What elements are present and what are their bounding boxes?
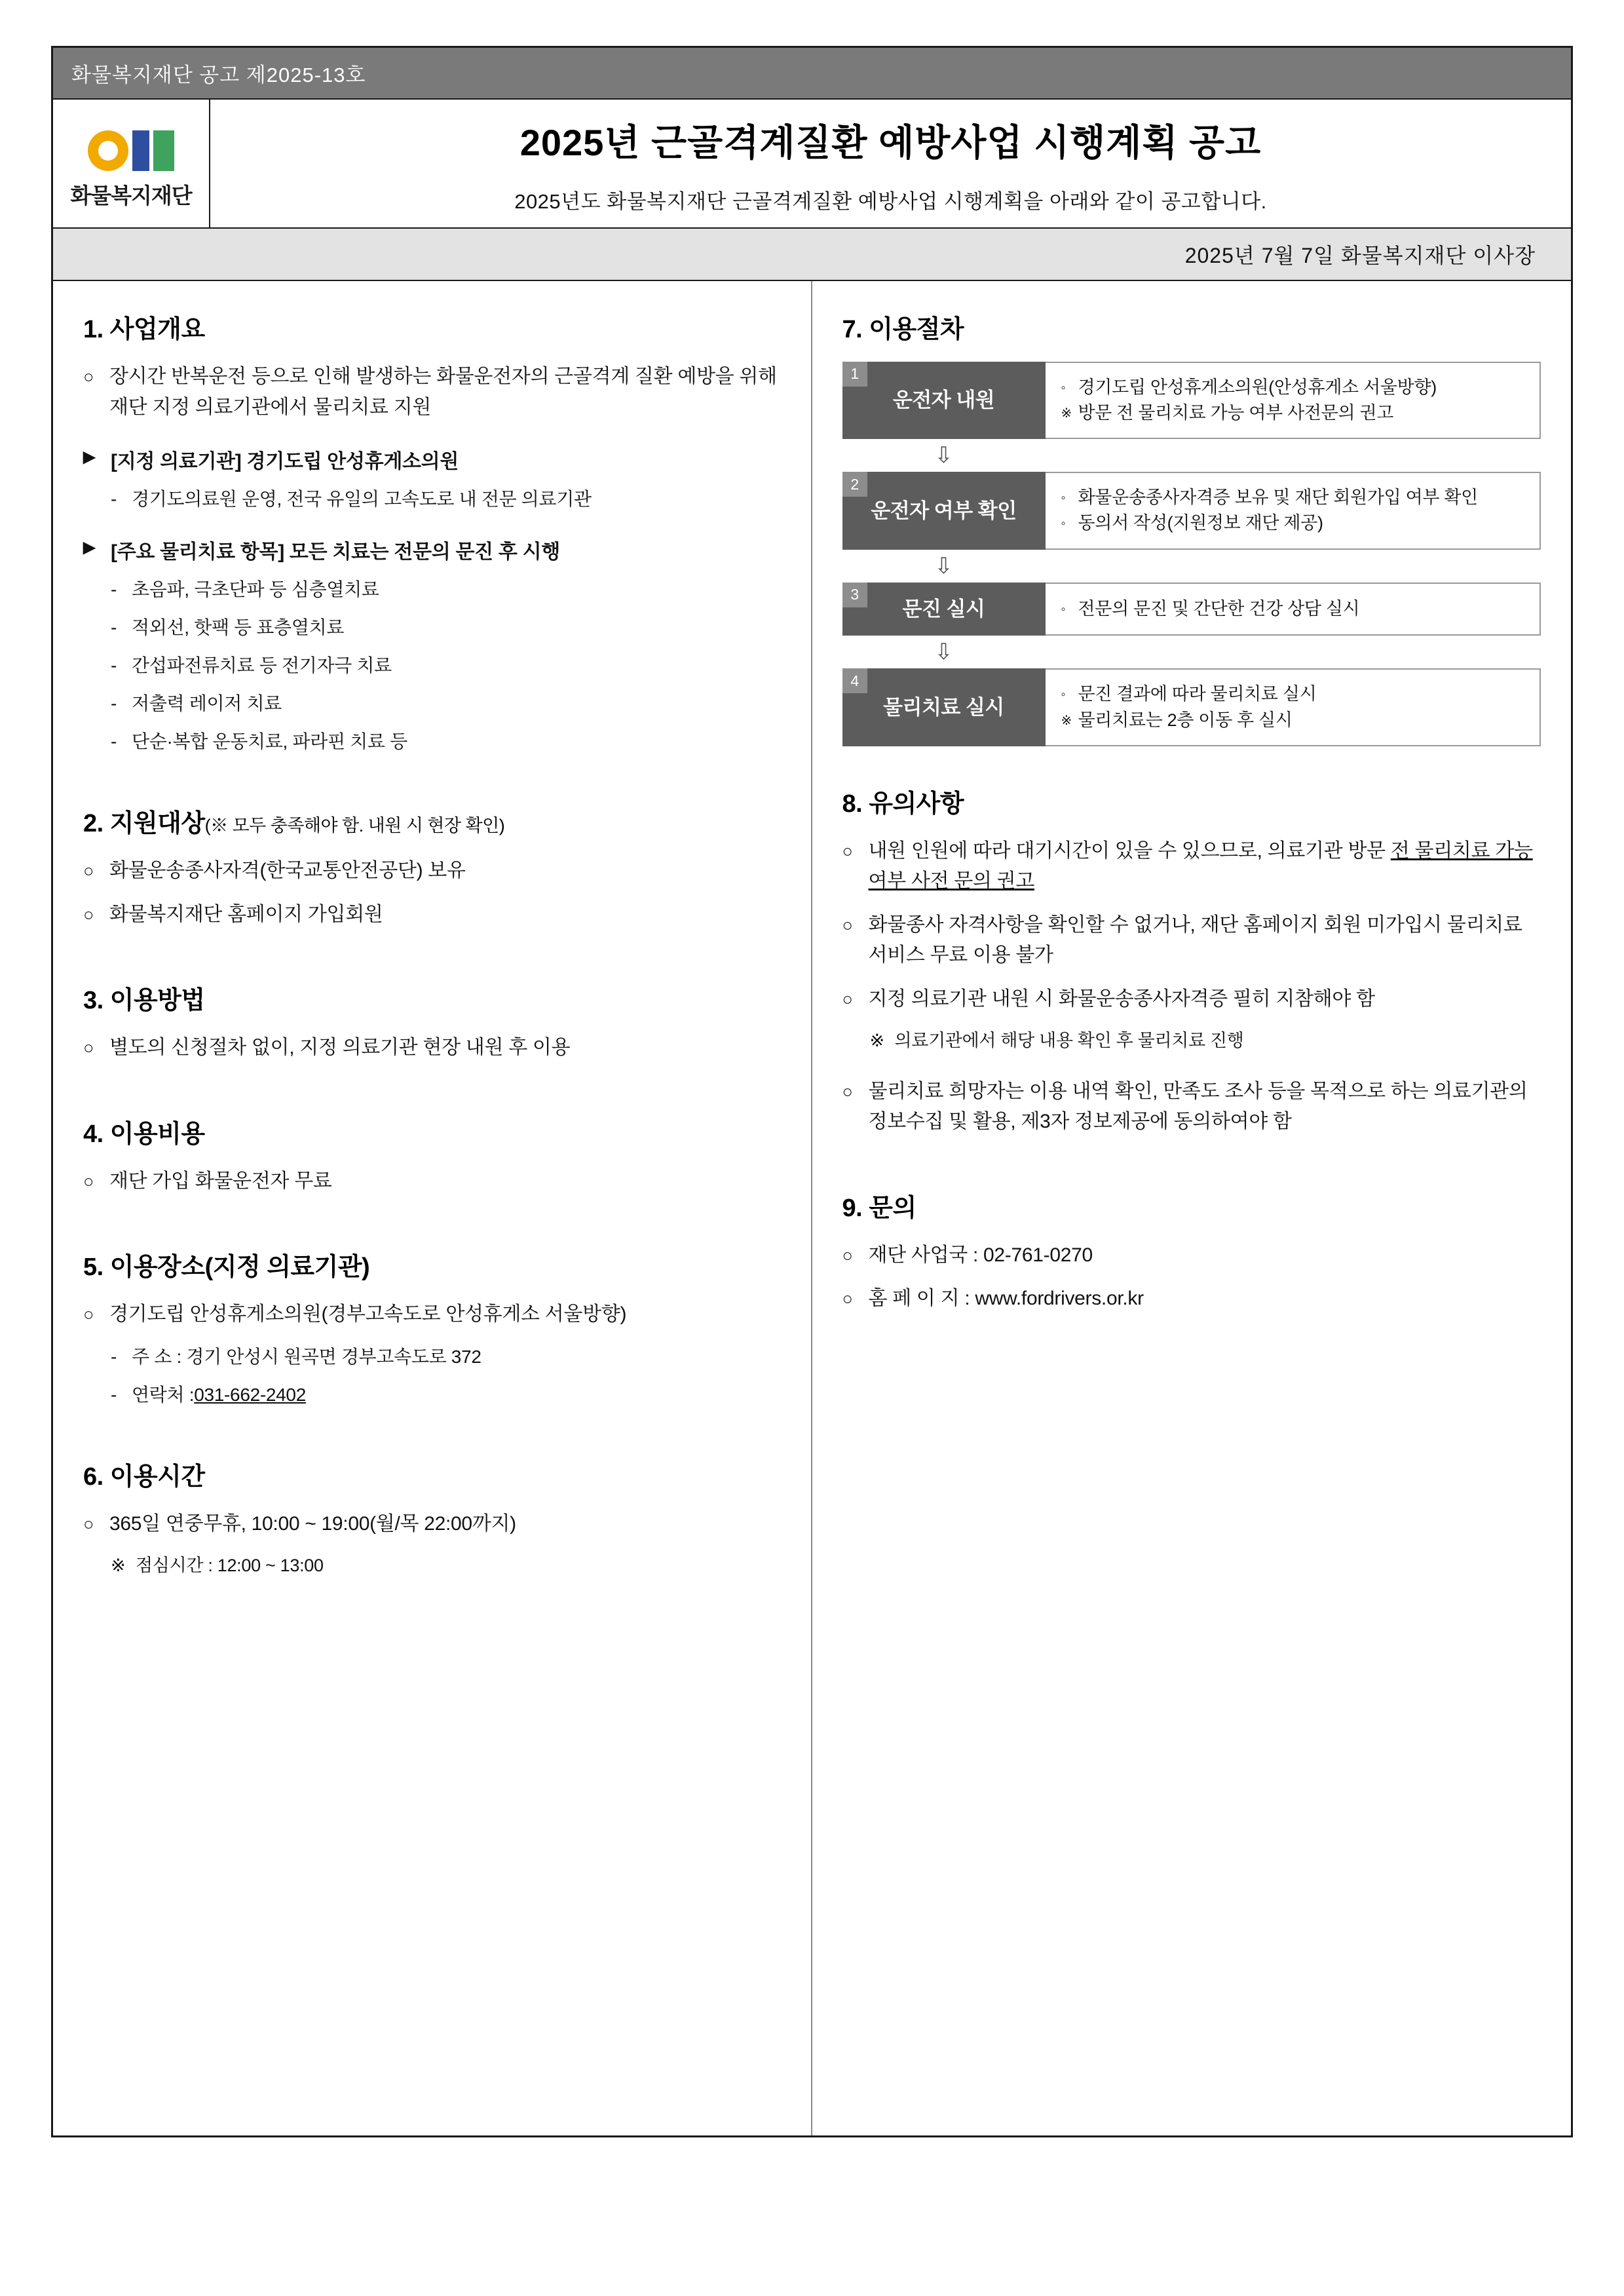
title-block: [210, 100, 1571, 227]
section-8-title: 8. 유의사항: [842, 790, 964, 818]
dash-bullet-icon: -: [111, 617, 117, 638]
usage-flow-chart: [842, 362, 1541, 746]
section-5-title: 5. 이용장소(지정 의료기관): [83, 1253, 370, 1281]
circle-bullet-icon: ○: [83, 904, 94, 925]
logo-green-bar-icon: [153, 130, 174, 171]
flow-step-1-line: [1061, 375, 1524, 400]
therapy-items-heading-text: [주요 물리치료 항목] 모든 치료는 전문의 문진 후 시행: [111, 541, 560, 563]
section-8-bullet-3-note-text: 의료기관에서 해당 내용 확인 후 물리치료 진행: [894, 1031, 1244, 1051]
circle-bullet-icon: ○: [842, 989, 853, 1009]
clinic-phone: [83, 1381, 781, 1409]
flow-step-1: [842, 362, 1541, 439]
left-column: [53, 281, 812, 2135]
section-5-bullet-text: 경기도립 안성휴게소의원(경부고속도로 안성휴게소 서울방향): [109, 1303, 627, 1325]
designated-clinic-detail: [83, 486, 781, 513]
clinic-address: [83, 1343, 781, 1371]
small-circle-bullet-icon: ◦: [1061, 516, 1066, 531]
therapy-item: [83, 690, 781, 718]
therapy-item: [83, 576, 781, 603]
flow-step-2-line: [1061, 485, 1524, 510]
circle-bullet-icon: ○: [842, 841, 853, 861]
flow-step-2-line-text: 동의서 작성(지원정보 재단 제공): [1078, 513, 1323, 533]
contact-foundation: [842, 1240, 1541, 1271]
section-8-bullet: [842, 984, 1541, 1015]
designated-clinic-detail-text: 경기도의료원 운영, 전국 유일의 고속도로 내 전문 의료기관: [132, 489, 592, 509]
section-4-bullet: [83, 1166, 781, 1197]
circle-bullet-icon: ○: [83, 367, 94, 387]
reference-mark-icon: ※: [869, 1031, 884, 1051]
section-6-bullet: [83, 1509, 781, 1540]
reference-mark-icon: ※: [1061, 713, 1072, 728]
section-7-title: 7. 이용절차: [842, 316, 964, 343]
flow-step-2-number: 2: [842, 472, 867, 497]
small-circle-bullet-icon: ◦: [1061, 687, 1066, 702]
flow-step-2-label-box: [842, 472, 1046, 549]
therapy-item-text: 적외선, 핫팩 등 표층열치료: [132, 617, 345, 638]
section-2-bullet: [83, 856, 781, 887]
circle-bullet-icon: ○: [842, 1081, 853, 1101]
flow-step-2-line: [1061, 510, 1524, 536]
section-3-title: 3. 이용방법: [83, 987, 205, 1014]
flow-arrow-icon: ⇩: [934, 443, 953, 469]
clinic-phone-label: 연락처 :: [132, 1384, 195, 1405]
document-header: [53, 100, 1571, 229]
therapy-item-text: 저출력 레이저 치료: [132, 693, 282, 714]
section-1-title: 1. 사업개요: [83, 316, 205, 343]
section-8-bullet: [842, 1077, 1541, 1138]
logo-blue-bar-icon: [132, 130, 149, 171]
therapy-item: [83, 652, 781, 679]
designated-clinic-heading-text: [지정 의료기관] 경기도립 안성휴게소의원: [111, 451, 459, 472]
dash-bullet-icon: -: [111, 655, 117, 676]
section-6-bullet-text: 365일 연중무휴, 10:00 ~ 19:00(월/목 22:00까지): [109, 1512, 516, 1535]
circle-bullet-icon: ○: [842, 915, 853, 935]
flow-step-4-line: [1061, 708, 1524, 733]
section-4-bullet-text: 재단 가입 화물운전자 무료: [109, 1170, 332, 1192]
section-8-bullet-3-note: [842, 1027, 1541, 1054]
flow-step-2-line-text: 화물운송종사자격증 보유 및 재단 회원가입 여부 확인: [1078, 488, 1478, 508]
flow-step-4-number: 4: [842, 668, 867, 693]
issue-date-line: 2025년 7월 7일 화물복지재단 이사장: [53, 229, 1571, 281]
section-8-bullet-1a: 내원 인원에 따라 대기시간이 있을 수 있으므로, 의료기관 방문: [868, 839, 1391, 862]
document-body: [53, 281, 1571, 2135]
notice-document: [51, 46, 1573, 2137]
section-8-bullet-1b: 전 물리치료 가능 여부 사전 문의 권고: [868, 839, 1533, 892]
flow-step-1-description: [1046, 362, 1541, 439]
triangle-bullet-icon: ▶: [83, 448, 96, 466]
dash-bullet-icon: -: [111, 731, 117, 752]
circle-bullet-icon: ○: [83, 861, 94, 881]
flow-step-1-line-text: 방문 전 물리치료 가능 여부 사전문의 권고: [1078, 403, 1394, 423]
small-circle-bullet-icon: ◦: [1061, 602, 1066, 617]
flow-step-1-line-text: 경기도립 안성휴게소의원(안성휴게소 서울방향): [1078, 377, 1437, 397]
page-subtitle: 2025년도 화물복지재단 근골격계질환 예방사업 시행계획을 아래와 같이 공고합니다.: [514, 190, 1267, 213]
section-8-bullet-text: [869, 836, 1541, 897]
lunch-time-note: [83, 1552, 781, 1579]
flow-step-2-label: 운전자 여부 확인: [871, 499, 1017, 522]
flow-step-4: [842, 668, 1541, 746]
flow-step-1-number: 1: [842, 362, 867, 387]
dash-bullet-icon: -: [111, 489, 117, 509]
circle-bullet-icon: ○: [83, 1038, 94, 1058]
therapy-item: [83, 728, 781, 756]
reference-mark-icon: ※: [1061, 406, 1072, 421]
contact-homepage: [842, 1284, 1541, 1314]
flow-step-3-label-box: [842, 583, 1046, 636]
section-2-bullet-text: 화물운송종사자격(한국교통안전공단) 보유: [109, 860, 466, 881]
circle-bullet-icon: ○: [83, 1514, 94, 1534]
section-1-bullet: [83, 362, 781, 423]
section-2-title: [83, 803, 781, 839]
circle-bullet-icon: ○: [842, 1289, 853, 1309]
therapy-item-text: 간섭파전류치료 등 전기자극 치료: [132, 655, 392, 676]
flow-step-4-line-text: 물리치료는 2층 이동 후 실시: [1078, 710, 1293, 730]
designated-clinic-heading: [83, 445, 781, 474]
section-3-bullet: [83, 1033, 781, 1063]
flow-step-4-label-box: [842, 668, 1046, 746]
small-circle-bullet-icon: ◦: [1061, 491, 1066, 506]
therapy-item-text: 단순·복합 운동치료, 파라핀 치료 등: [132, 731, 407, 752]
section-1-bullet-text: 장시간 반복운전 등으로 인해 발생하는 화물운전자의 근골격계 질환 예방을 위해 재단 지정 의료기관에서 물리치료 지원: [109, 366, 777, 418]
small-circle-bullet-icon: ◦: [1061, 381, 1066, 395]
section-2-title-text: 2. 지원대상: [83, 810, 205, 837]
flow-step-4-line: [1061, 681, 1524, 707]
dash-bullet-icon: -: [111, 1384, 117, 1405]
section-8-bullet-text: 지정 의료기관 내원 시 화물운송종사자격증 필히 지참해야 함: [868, 987, 1375, 1010]
logo-text: 화물복지재단: [70, 183, 192, 208]
flow-step-1-label-box: [842, 362, 1046, 439]
flow-step-1-label: 운전자 내원: [892, 389, 995, 412]
logo-circle-icon: [88, 130, 128, 171]
flow-arrow-icon: ⇩: [934, 640, 953, 665]
section-2-bullet-text: 화물복지재단 홈페이지 가입회원: [109, 903, 383, 925]
clinic-phone-number: 031-662-2402: [194, 1384, 306, 1405]
reference-mark-icon: ※: [111, 1556, 126, 1575]
section-2-bullet: [83, 900, 781, 930]
section-8-bullet-text: 화물종사 자격사항을 확인할 수 없거나, 재단 홈페이지 회원 미가입시 물리치료 서비스 무료 이용 불가: [868, 913, 1522, 966]
contact-foundation-text: 재단 사업국 : 02-761-0270: [868, 1244, 1093, 1266]
dash-bullet-icon: -: [111, 1346, 117, 1367]
flow-step-4-description: [1046, 668, 1541, 746]
section-8-bullet-text: 물리치료 희망자는 이용 내역 확인, 만족도 조사 등을 목적으로 하는 의료기관의 정보수집 및 활용, 제3자 정보제공에 동의하여야 함: [868, 1080, 1528, 1133]
flow-step-3-number: 3: [842, 583, 867, 607]
foundation-logo: [53, 100, 210, 227]
section-4-title: 4. 이용비용: [83, 1120, 205, 1148]
section-5-bullet: [83, 1299, 781, 1330]
triangle-bullet-icon: ▶: [83, 539, 96, 556]
section-8-bullet: [842, 836, 1541, 897]
flow-step-3: [842, 583, 1541, 636]
flow-arrow-icon: ⇩: [934, 553, 953, 579]
therapy-item: [83, 614, 781, 641]
contact-homepage-text: 홈 페 이 지 : www.fordrivers.or.kr: [868, 1288, 1144, 1310]
section-9-title: 9. 문의: [842, 1194, 916, 1222]
circle-bullet-icon: ○: [83, 1305, 94, 1324]
flow-step-3-label: 문진 실시: [902, 597, 985, 621]
notice-number: 화물복지재단 공고 제2025-13호: [53, 48, 1571, 100]
section-2-title-note: (※ 모두 충족해야 함. 내원 시 현장 확인): [204, 816, 505, 835]
logo-mark-icon: [88, 120, 174, 171]
flow-step-4-label: 물리치료 실시: [883, 695, 1004, 719]
therapy-items-heading: [83, 535, 781, 564]
lunch-time-note-text: 점심시간 : 12:00 ~ 13:00: [136, 1556, 324, 1575]
circle-bullet-icon: ○: [83, 1171, 94, 1191]
right-column: [812, 281, 1572, 2135]
section-3-bullet-text: 별도의 신청절차 없이, 지정 의료기관 현장 내원 후 이용: [109, 1037, 571, 1058]
page-title: 2025년 근골격계질환 예방사업 시행계획 공고: [519, 122, 1262, 163]
circle-bullet-icon: ○: [842, 1245, 853, 1265]
flow-step-3-line-text: 전문의 문진 및 간단한 건강 상담 실시: [1078, 598, 1360, 619]
therapy-item-text: 초음파, 극초단파 등 심층열치료: [132, 579, 379, 600]
flow-step-2: [842, 472, 1541, 549]
flow-step-2-description: [1046, 472, 1541, 549]
section-8-bullet: [842, 910, 1541, 971]
section-6-title: 6. 이용시간: [83, 1463, 205, 1491]
dash-bullet-icon: -: [111, 693, 117, 714]
clinic-address-text: 주 소 : 경기 안성시 원곡면 경부고속도로 372: [132, 1346, 482, 1367]
flow-step-3-line: [1061, 596, 1524, 622]
flow-step-3-description: [1046, 583, 1541, 636]
flow-step-4-line-text: 문진 결과에 따라 물리치료 실시: [1078, 684, 1317, 704]
flow-step-1-line: [1061, 400, 1524, 426]
dash-bullet-icon: -: [111, 579, 117, 600]
